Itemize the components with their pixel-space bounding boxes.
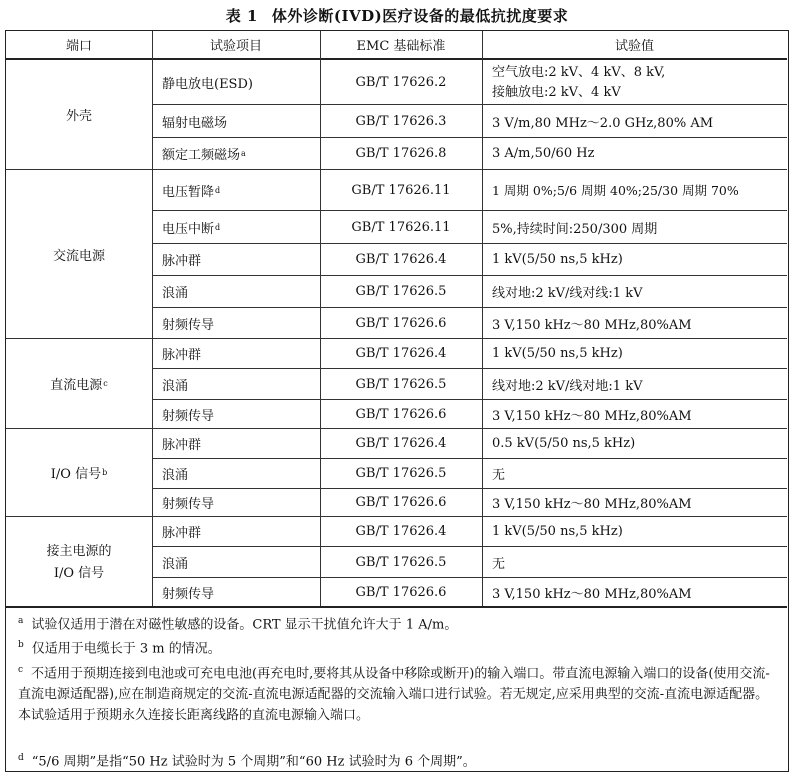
table-cell-value: 无: [492, 556, 506, 572]
table-row: 射频传导: [162, 497, 215, 512]
note-c: $^c$ 不适用于预期连接到电池或可充电电池(再充电时,要将其从设备中移除或断开)的输入端口。带直流电源输入端口的设备(使用交流-直流电源适配器),应在制造商规定的交流-直流电源适配器的交流输入端口进行试验。若无规定,应采用典型的交流-直流电源适配器。本试验适用于预期永久连接长距离线路的直流电源输入端口。: [18, 665, 770, 724]
port-ac-power: 交流电源: [52, 248, 105, 264]
note-a: $^a$ 试验仅适用于潜在对磁性敏感的设备。CRT 显示干扰值允许大于 1 A/m。: [18, 616, 458, 633]
table-cell-standard: GB/T 17626.2: [355, 74, 447, 90]
table-cell-standard: GB/T 17626.3: [355, 113, 447, 129]
table-cell-value: 3 V,150 kHz～80 MHz,80%AM: [492, 317, 692, 333]
table-row: 电压中断 d: [162, 221, 221, 237]
table-cell-value: 3 V/m,80 MHz～2.0 GHz,80% AM: [492, 115, 714, 131]
table-cell-value: 1 kV(5/50 ns,5 kHz): [492, 524, 623, 539]
table-cell-value: 线对地:2 kV/线对地:1 kV: [492, 378, 643, 394]
table-cell-standard: GB/T 17626.6: [355, 406, 447, 422]
table-cell-value: 空气放电:2 kV、4 kV、8 kV, 接触放电:2 kV、4 kV: [492, 65, 666, 100]
table-cell-standard: GB/T 17626.5: [355, 554, 447, 570]
table-cell-value: 无: [492, 468, 506, 483]
immunity-table: [5, 30, 789, 772]
table-row: 脉冲群: [162, 254, 202, 269]
table-cell-value: 5%,持续时间:250/300 周期: [492, 221, 658, 237]
table-cell-standard: GB/T 17626.4: [355, 346, 447, 361]
port-enclosure: 外壳: [65, 109, 92, 124]
notes-divider: [6, 606, 787, 608]
table-row: 浪涌: [162, 286, 189, 301]
table-cell-value: 3 V,150 kHz～80 MHz,80%AM: [492, 408, 692, 424]
column-divider: [152, 31, 153, 606]
note-b: $^b$ 仅适用于电缆长于 3 m 的情况。: [18, 640, 221, 657]
header-test-value: 试验值: [614, 39, 654, 54]
header-port: 端口: [65, 39, 92, 54]
table-cell-standard: GB/T 17626.4: [355, 436, 447, 451]
table-row: 浪涌: [162, 378, 189, 394]
table-cell-value: 1 kV(5/50 ns,5 kHz): [492, 346, 623, 361]
table-row: 额定工频磁场 a: [162, 148, 246, 163]
table-cell-value: 1 kV(5/50 ns,5 kHz): [492, 252, 623, 267]
table-cell-standard: GB/T 17626.6: [355, 315, 447, 331]
table-number: 表 1: [225, 7, 258, 25]
table-cell-standard: GB/T 17626.4: [355, 252, 447, 267]
table-row: 脉冲群: [162, 348, 202, 363]
table-row: 射频传导: [162, 317, 215, 333]
note-d: $^d$ “5/6 周期”是指“50 Hz 试验时为 5 个周期”和“60 Hz 试验时为 6 个周期”。: [18, 753, 476, 770]
table-cell-standard: GB/T 17626.6: [355, 495, 447, 510]
port-dc-power: 直流电源 c: [50, 378, 108, 393]
port-io-signal: I/O 信号 b: [50, 467, 108, 482]
header-test-item: 试验项目: [209, 39, 262, 54]
table-cell-standard: GB/T 17626.5: [355, 284, 447, 299]
table-cell-value: 线对地:2 kV/线对线:1 kV: [492, 286, 643, 301]
table-title-text: 体外诊断(IVD)医疗设备的最低抗扰度要求: [271, 7, 569, 25]
table-cell-standard: GB/T 17626.5: [355, 466, 447, 481]
table-cell-value: 3 A/m,50/60 Hz: [492, 146, 595, 161]
table-cell-standard: GB/T 17626.4: [355, 524, 447, 539]
column-divider: [482, 31, 483, 606]
table-cell-standard: GB/T 17626.5: [355, 376, 447, 392]
table-row: 浪涌: [162, 468, 189, 483]
table-row: 脉冲群: [162, 526, 202, 541]
table-title: [0, 5, 794, 29]
table-cell-value: 3 V,150 kHz～80 MHz,80%AM: [492, 586, 692, 602]
table-cell-standard: GB/T 17626.8: [355, 146, 447, 161]
port-mains-io-signal: 接主电源的 I/O 信号: [46, 543, 112, 581]
table-cell-value: 3 V,150 kHz～80 MHz,80%AM: [492, 497, 692, 512]
table-cell-value: 1 周期 0%;5/6 周期 40%;25/30 周期 70%: [492, 183, 739, 198]
header-emc-standard: EMC 基础标准: [356, 39, 446, 54]
table-row: 射频传导: [162, 408, 215, 424]
table-row: 浪涌: [162, 556, 189, 572]
table-row: 电压暂降 d: [162, 184, 221, 200]
table-cell-standard: GB/T 17626.11: [351, 219, 451, 235]
column-divider: [320, 31, 321, 606]
table-cell-standard: GB/T 17626.11: [351, 182, 451, 198]
table-cell-standard: GB/T 17626.6: [355, 584, 447, 600]
table-row: 静电放电(ESD): [162, 76, 253, 92]
table-row: 射频传导: [162, 586, 215, 602]
table-row: 脉冲群: [162, 438, 202, 453]
table-row: 辐射电磁场: [162, 115, 228, 131]
table-cell-value: 0.5 kV(5/50 ns,5 kHz): [492, 436, 636, 451]
